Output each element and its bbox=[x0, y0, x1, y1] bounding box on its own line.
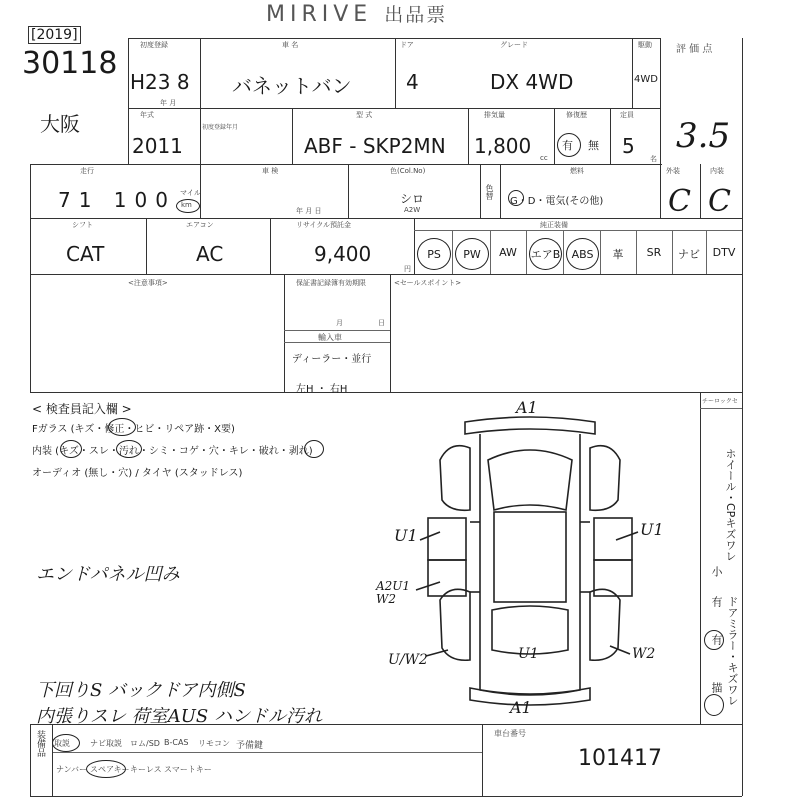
sales-point-label: <セールスポイント> bbox=[394, 279, 462, 287]
grid-line bbox=[200, 38, 201, 164]
hand-note-interior-trim: 内張りスレ 荷室AUS ハンドル汚れ bbox=[36, 706, 322, 727]
history-no: 無 bbox=[588, 139, 599, 152]
exterior-value: C bbox=[668, 184, 691, 219]
grid-line bbox=[146, 218, 147, 274]
first-reg-label: 初度登録 bbox=[140, 41, 168, 49]
displacement-value: 1,800 bbox=[474, 134, 532, 158]
grid-line bbox=[52, 752, 482, 753]
drive-label: 駆動 bbox=[638, 41, 652, 49]
equipment-item: エアB bbox=[529, 238, 562, 270]
footer-key-item: スペアキー bbox=[90, 765, 130, 774]
location: 大阪 bbox=[40, 112, 80, 136]
shift-value: CAT bbox=[66, 242, 105, 266]
score-value: 3.5 bbox=[676, 116, 731, 156]
footer-equip-item: リモコン bbox=[198, 739, 230, 748]
grid-line bbox=[284, 274, 285, 392]
car-model-label: 型 式 bbox=[356, 111, 373, 119]
score-label: 評 価 点 bbox=[676, 44, 713, 55]
exterior-label: 外装 bbox=[666, 167, 680, 175]
equipment-label: 純正装備 bbox=[540, 221, 568, 229]
equipment-item: ナビ bbox=[678, 248, 700, 261]
fuel-gas-circle-mark bbox=[508, 190, 524, 206]
grid-line bbox=[414, 230, 742, 231]
footer-equip-item: 取説 bbox=[54, 739, 70, 748]
model-year-note: 初度登録年月 bbox=[202, 124, 239, 131]
grid-line bbox=[563, 230, 564, 274]
grid-line bbox=[395, 38, 396, 108]
mirror-drawn-label: 描 bbox=[710, 682, 723, 693]
grid-line bbox=[270, 218, 271, 274]
month-label: 月 bbox=[336, 319, 343, 327]
wheel-small-label: 小 bbox=[710, 566, 723, 577]
color-label: 色(Col.No) bbox=[390, 167, 426, 175]
grid-line bbox=[610, 108, 611, 164]
grid-line bbox=[742, 38, 743, 392]
equipment-item: PW bbox=[455, 238, 489, 270]
displacement-unit: cc bbox=[540, 154, 548, 162]
recycle-unit: 円 bbox=[404, 265, 411, 273]
grid-line bbox=[660, 38, 661, 164]
color-value: シロ bbox=[400, 192, 425, 206]
equipment-item: SR bbox=[646, 246, 662, 259]
vin-label: 車台番号 bbox=[494, 729, 526, 738]
mark-left-rear-door: A2U1 W2 bbox=[376, 579, 411, 606]
inspector-interior-line: 内装 (キズ・スレ・汚れ・シミ・コゲ・穴・キレ・破れ・剥れ) bbox=[32, 446, 313, 457]
equipment-item: DTV bbox=[712, 246, 736, 259]
vin-value: 101417 bbox=[578, 746, 662, 771]
grid-line bbox=[480, 164, 481, 218]
grid-line bbox=[632, 38, 633, 108]
grid-line bbox=[526, 230, 527, 274]
grid-line bbox=[30, 724, 742, 725]
grid-line bbox=[30, 392, 742, 393]
inspection-label: 車 検 bbox=[262, 167, 279, 175]
fuel-options: G・D・電気(その他) bbox=[510, 196, 604, 207]
footer-equip-item: ナビ取説 bbox=[90, 739, 122, 748]
lot-number: 30118 bbox=[22, 46, 118, 81]
grid-line bbox=[390, 274, 391, 392]
equipment-item: 革 bbox=[612, 248, 624, 261]
ac-value: AC bbox=[196, 242, 224, 266]
door-label: ドア bbox=[400, 41, 414, 49]
grid-line bbox=[30, 796, 742, 797]
mark-front: A1 bbox=[516, 398, 538, 417]
steering-label: 左H ・ 右H bbox=[296, 384, 348, 395]
grid-line bbox=[482, 724, 483, 796]
equip-label: 装備品 bbox=[35, 730, 45, 757]
grid-line bbox=[660, 164, 661, 218]
car-name-value: バネットバン bbox=[232, 74, 352, 98]
mark-bottom-left: U/W2 bbox=[388, 652, 428, 668]
inspector-glass-line: Fガラス (キズ・修正・ヒビ・リペア跡・X要) bbox=[32, 424, 235, 435]
recycle-value: 9,400 bbox=[314, 242, 372, 266]
remarks-label: <注意事項> bbox=[128, 279, 168, 287]
equipment-item: ABS bbox=[566, 238, 599, 270]
import-label: 輸入車 bbox=[318, 333, 342, 342]
grid-line bbox=[348, 164, 349, 218]
mileage-value: 71 100 bbox=[58, 188, 176, 212]
footer-circle-mark bbox=[52, 734, 80, 752]
color-change-label: 色替 bbox=[485, 184, 494, 200]
grid-line bbox=[700, 164, 701, 218]
ac-label: エアコン bbox=[186, 221, 214, 229]
inspector-title: < 検査員記入欄 > bbox=[32, 402, 132, 416]
interior-value: C bbox=[708, 184, 731, 219]
grid-line bbox=[52, 724, 53, 796]
mark-inner-rear: U1 bbox=[518, 646, 539, 662]
glass-repair-circle-mark bbox=[108, 418, 136, 436]
interior-tear-circle-mark bbox=[304, 440, 324, 458]
mirror-damage-label: ドアミラー・キズワレ bbox=[726, 596, 739, 706]
mark-bottom-right: W2 bbox=[632, 646, 656, 662]
car-damage-diagram bbox=[380, 400, 680, 720]
footer-key-item: キーレス bbox=[130, 765, 162, 774]
first-reg-value: H23 8 bbox=[130, 70, 190, 94]
mileage-unit-mile: マイル bbox=[180, 189, 201, 197]
car-name-label: 車 名 bbox=[282, 41, 299, 49]
side-panel-header: チーロックセ bbox=[702, 398, 738, 405]
grid-line bbox=[700, 408, 742, 409]
color-code: A2W bbox=[404, 206, 421, 214]
grid-line bbox=[468, 108, 469, 164]
mark-right-side: U1 bbox=[640, 520, 664, 539]
brand-name: MIRIVE bbox=[266, 2, 373, 27]
grid-line bbox=[30, 164, 662, 165]
grid-line bbox=[500, 164, 501, 218]
car-model-value: ABF - SKP2MN bbox=[304, 134, 446, 158]
grid-line bbox=[30, 274, 742, 275]
grid-line bbox=[128, 38, 660, 39]
door-value: 4 bbox=[406, 70, 419, 94]
footer-key-item: スマートキー bbox=[164, 765, 212, 774]
grid-line bbox=[30, 724, 31, 796]
seats-unit: 名 bbox=[650, 155, 657, 163]
wheel-yes-label: 有 bbox=[710, 596, 723, 607]
grid-line bbox=[292, 108, 293, 164]
displacement-label: 排気量 bbox=[484, 111, 505, 119]
footer-circle-mark bbox=[86, 760, 126, 778]
grade-value: DX 4WD bbox=[490, 70, 574, 94]
grid-line bbox=[128, 108, 660, 109]
drive-value: 4WD bbox=[634, 74, 658, 85]
grid-line bbox=[700, 392, 701, 724]
interior-circle-mark bbox=[60, 440, 82, 458]
equipment-item: AW bbox=[499, 246, 517, 259]
interior-stain-circle-mark bbox=[116, 440, 142, 458]
dealer-label: ディーラー・並行 bbox=[292, 354, 372, 365]
inspection-suffix: 年 月 日 bbox=[296, 207, 322, 215]
day-label: 日 bbox=[378, 319, 385, 327]
recycle-label: リサイクル預託金 bbox=[296, 221, 352, 229]
grid-line bbox=[284, 330, 390, 331]
sheet-title bbox=[266, 0, 447, 27]
inspector-audio-line: オーディオ (無し・穴) / タイヤ (スタッドレス) bbox=[32, 468, 243, 479]
mirror-circle-mark bbox=[704, 630, 724, 650]
hand-note-undercarriage: 下回りS バックドア内側S bbox=[36, 680, 246, 701]
mileage-unit-km: km bbox=[181, 201, 192, 209]
grid-line bbox=[742, 392, 743, 796]
warranty-label: 保証書記録簿有効期限 bbox=[296, 279, 366, 287]
footer-equip-item: B-CAS bbox=[164, 738, 189, 747]
seats-label: 定員 bbox=[620, 111, 634, 119]
grid-line bbox=[128, 38, 129, 164]
drawn-circle-mark bbox=[704, 694, 724, 716]
year-month-label: 年 月 bbox=[160, 99, 177, 107]
model-year-value: 2011 bbox=[132, 134, 183, 158]
footer-equip-item: ロム/SD bbox=[130, 739, 160, 748]
grid-line bbox=[414, 218, 415, 274]
history-yes: 有 bbox=[562, 139, 573, 152]
history-label: 修復歴 bbox=[566, 111, 587, 119]
interior-label: 内装 bbox=[710, 167, 724, 175]
shift-label: シフト bbox=[72, 221, 93, 229]
mark-rear: A1 bbox=[510, 698, 532, 717]
mark-left-side: U1 bbox=[394, 526, 418, 545]
spare-label: 予備鍵 bbox=[236, 741, 264, 751]
grid-line bbox=[30, 164, 31, 392]
mileage-label: 走行 bbox=[80, 167, 94, 175]
seats-value: 5 bbox=[622, 134, 635, 158]
wheel-damage-label: ホイール・CPキズワレ bbox=[724, 448, 737, 562]
grade-label: グレード bbox=[500, 41, 528, 49]
grid-line bbox=[554, 108, 555, 164]
mirror-yes-label: 有 bbox=[710, 634, 723, 645]
equipment-item: PS bbox=[417, 238, 451, 270]
grid-line bbox=[452, 230, 453, 274]
sheet-type: 出品票 bbox=[384, 4, 448, 26]
footer-key-item: ナンバー bbox=[56, 765, 88, 774]
model-year-label: 年式 bbox=[140, 111, 154, 119]
grid-line bbox=[30, 218, 742, 219]
fuel-label: 燃料 bbox=[570, 167, 584, 175]
hand-note-end-panel: エンドパネル凹み bbox=[36, 564, 180, 585]
year-tag: [2019] bbox=[28, 26, 81, 44]
